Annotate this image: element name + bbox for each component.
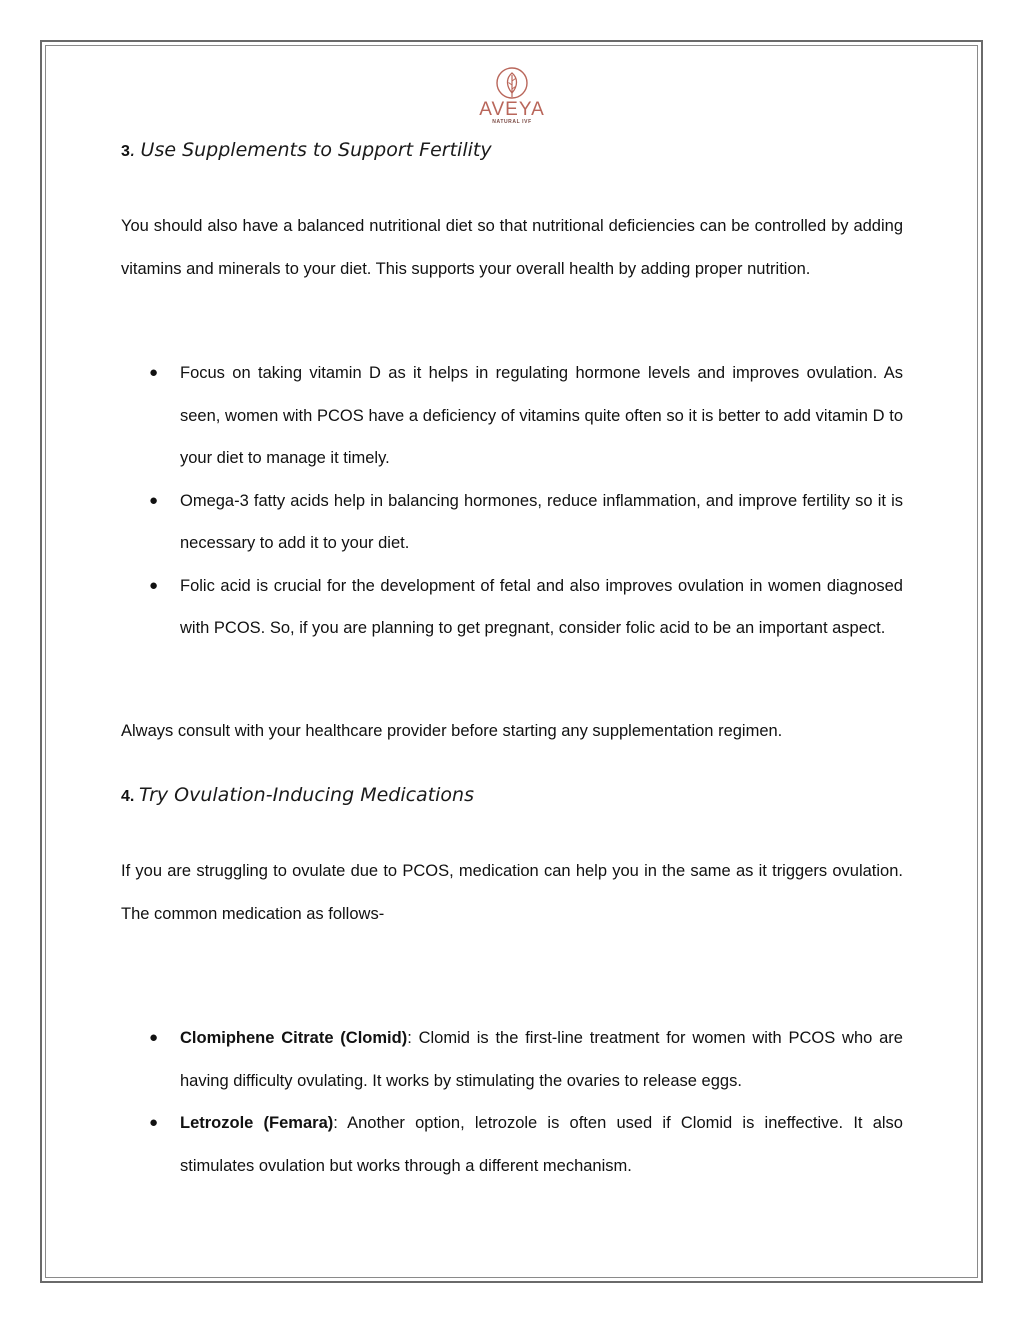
section-4-title: Try Ovulation-Inducing Medications [138,784,474,806]
section-4-bullet-list [121,1017,903,1187]
section-4-heading [121,784,474,806]
bullet-icon: ● [149,364,159,381]
medication-name: Letrozole (Femara) [180,1114,334,1132]
list-item-text: Focus on taking vitamin D as it helps in regulating hormone levels and improves ovulation. As seen, women with PCOS have a deficiency of vitamins quite often so it is better to add vitamin D to your diet to manage it timely. [180,364,903,467]
logo-wordmark: AVEYA [479,99,545,120]
section-3-bullet-list [121,352,903,650]
bullet-icon: ● [149,576,159,594]
list-item-text: Omega-3 fatty acids help in balancing hormones, reduce inflammation, and improve fertility so it is necessary to add it to your diet. [180,491,903,552]
list-item [121,352,903,480]
medication-name: Clomiphene Citrate (Clomid) [180,1029,408,1047]
section-3-number-suffix: . [129,139,136,161]
leaf-emblem-icon [494,66,530,100]
section-3-intro: You should also have a balanced nutritional diet so that nutritional deficiencies can be controlled by adding vitamins and minerals to your diet. This supports your overall health by adding proper nutrition. [121,217,903,278]
list-item [121,565,903,650]
list-item-text: : Another option, letrozole is often used if Clomid is ineffective. It also stimulates ovulation but works through a different mechanism. [180,1114,903,1175]
section-3-title: Use Supplements to Support Fertility [140,139,492,161]
bullet-icon: ● [149,1114,159,1131]
list-item-text: : Clomid is the first-line treatment for women with PCOS who are having difficulty ovulating. It works by stimulating the ovaries to release eggs. [180,1029,903,1090]
list-item [121,1102,903,1187]
logo-tagline: NATURAL IVF [492,119,532,125]
section-3-number: 3 [121,143,130,160]
brand-logo [472,66,552,130]
section-4-number: 4. [121,788,135,805]
list-item-text: Folic acid is crucial for the development of fetal and also improves ovulation in women diagnosed with PCOS. So, if you are planning to get pregnant, consider folic acid to be an important aspect. [180,576,903,637]
list-item [121,1017,903,1102]
bullet-icon: ● [149,1029,159,1046]
list-item [121,480,903,565]
bullet-icon: ● [149,491,159,509]
section-3-closing: Always consult with your healthcare provider before starting any supplementation regimen. [121,722,783,740]
section-4-intro: If you are struggling to ovulate due to PCOS, medication can help you in the same as it triggers ovulation. The common medication as follows- [121,862,903,923]
section-3-heading [121,139,492,161]
